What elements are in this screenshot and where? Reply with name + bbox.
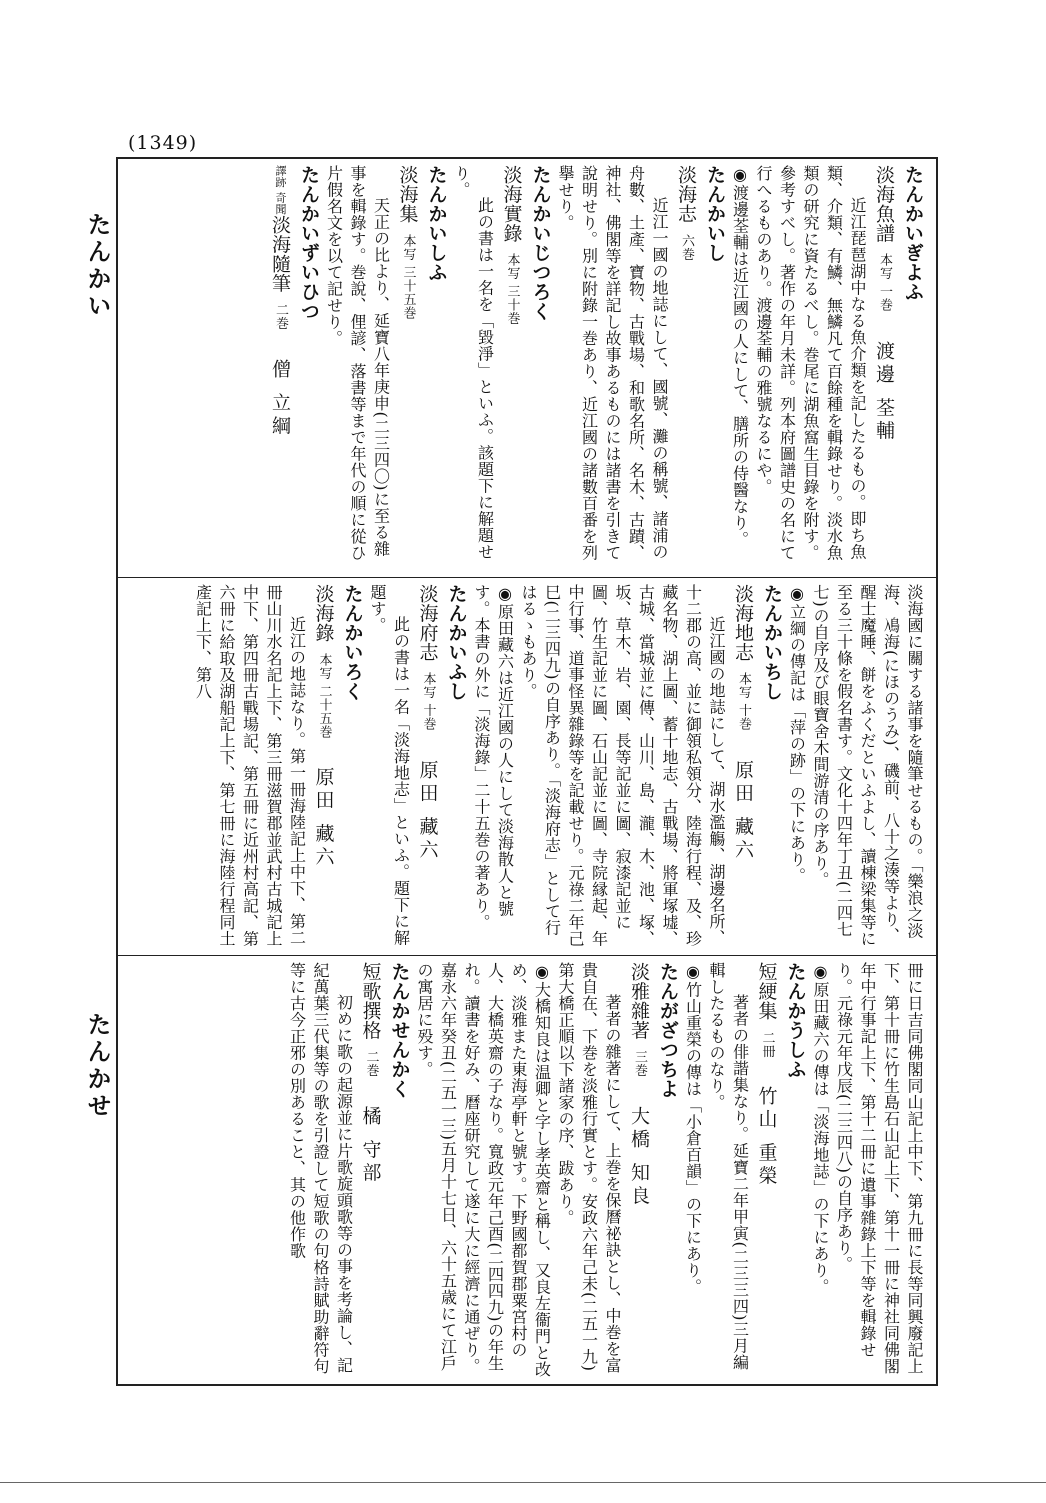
entry-title-line [497,165,527,571]
entry-volumes: 六巻 [679,233,694,261]
entry-title-line [413,584,443,949]
entry-author: 竹山 重榮 [755,1086,778,1189]
entry-description: 近江琵琶湖中なる魚介類を記したるもの。即ち魚類、介類、有鱗、無鱗凡て百餘種を輯錄せり。淡水魚類の研究に資たるべし。巻尾に湖魚窩生目錄を附す。參考すべし。著作の年月未詳。列本府圖譜史の名にて行へるものあり。渡邊荃輔の雅號なるにや。 [754,165,867,561]
entry-volumes: 二巻 [273,303,288,331]
entry-author: 僧 立綱 [269,358,291,438]
entry-volumes: 本写 三十巻 [504,253,520,326]
entry-biographical-note: ◉原田藏六の傳は「淡海地誌」の下にあり。 [811,962,830,1295]
entry-title: 淡海隨筆 [269,215,291,293]
entry-headword: たんかいしふ [425,165,448,282]
section-middle-columns [128,584,926,949]
section-middle [118,578,936,955]
entry-title-line [728,584,758,949]
entry-title-ruby: 譯跡 奇聞 [274,165,287,215]
entry-title: 短歌撰格 [359,962,382,1040]
entry-description: 此の書は一名「淡海地志」といふ。題下に解題す。 [368,584,411,946]
entry-description: 冊に日吉同佛閣同山記上中下、第九冊に長等同興廢記上下、第十冊に竹生島石山記上下、第十一冊に神社同佛閣年中行事記上下、第十二冊に遺事雜錄上下等を輯錄せり。元祿元年戊辰(二三四八)の自序あり。 [834,962,924,1375]
entry-title: 淡海集 [396,165,419,224]
entry-headword: たんかいちし [761,584,783,701]
entry-volumes: 三巻 [632,1050,647,1078]
entry-headword: たんかいふし [445,584,468,701]
entry-description: 近江一國の地誌にして、國號、灘の稱號、諸浦の舟數、土產、寶物、古戰場、和歌名所、名木、古蹟、神社、佛閣等を詳記し故事あるものには諸書を引きて說明せり。別に附錄一巻あり、近江國の諸數百番を列擧せり。 [556,165,669,561]
entry-biographical-note: ◉竹山重榮の傳は「小倉百韻」の下にあり。 [683,962,703,1295]
entry-description: 近江國の地誌にして、湖水濫觴、湖邊名所、十二郡の高、並に御領私領分、陸海行程、及、珍藏名物、湖上圖、蓄十地志、古戰場、將軍塚墟、古城、當城並に傳、山川、島、瀧、木、池、塚、坂、草木、岩、園、長等記並に圖、寂漆記並に圖、竹生記並に圖、石山記並に圖、寺院縁起、年中行事、道事怪異雜錄等を記載せり。元祿二年己巳(二三四九)の自序あり。「淡海府志」として行はるゝもあり。 [519,584,726,947]
entry-volumes: 二冊 [759,1030,775,1058]
entry-volumes: 本写 十巻 [420,672,436,732]
entry-biographical-note: ◉大橋知良は温卿と字し孝英齋と稱し、又良左衞門と改め、淡雅また東海亭軒と號す。下野國都賀郡粟宮村の人、大橋英齋の子なり。寬政元年己酉(二四四九)の年生れ。讀書を好み、曆座研究して遂に大に經濟に通ぜり。嘉永六年癸丑(二五一三)五月十七日、六十五歳にて江戶の寓居に殁す。 [415,962,552,1378]
entry-title: 淡海魚譜 [873,165,895,243]
entry-title-line [671,165,701,571]
entry-author: 原田 藏六 [732,759,754,862]
entry-title: 淡海實錄 [500,165,523,243]
entry-description: 近江の地誌なり。第一冊海陸記上中下、第二冊山川水名記上下、第三冊滋賀郡並武村古城記上中下、第四冊古戰場記、第五冊に近州村高記、第六冊に給取及湖船記上下、第七冊に海陸行程同土產記上下、第八 [193,584,307,947]
section-bottom-columns [128,962,926,1380]
entry-title: 淡海地志 [732,584,754,662]
bottom-rule [0,1482,1046,1483]
entry-volumes: 本写 十巻 [736,672,751,732]
entry-description: 著者の雜著にして、上巻を保曆祕訣とし、中巻を富貴自在、下巻を淡雅行實とす。安政六年己未(二五一九)第大橋正順以下諸家の序、跋あり。 [556,962,622,1374]
entry-biographical-note: ◉原田藏六は近江國の人にして淡海散人と號す。本書の外に「淡海錄」二十五巻の著あり。 [472,584,515,931]
entry-author: 橘 守部 [359,1105,382,1185]
entry-volumes: 本写 一巻 [877,253,892,313]
entry-volumes: 本写 二十五巻 [316,652,332,739]
entry-headword: たんかいじつろく [529,165,552,321]
entry-biographical-note: ◉立綱の傳記は「萍の跡」の下にあり。 [787,584,807,884]
entry-title: 淡海志 [675,165,697,224]
entry-biographical-note: ◉渡邊荃輔は近江國の人にして、膳所の侍醫なり。 [730,165,750,548]
entry-title-line [393,165,423,571]
entry-headword: たんかうしふ [784,962,807,1079]
margin-heading-bottom: たんかせ [83,1012,111,1120]
entry-description: 初めに歌の起源並に片歌旋頭歌等の事を考論し、記紀萬葉三代集等の歌を引證して短歌の句格詩賦助辭符句等に古今正邪の別あること、其の他作歌 [287,962,354,1375]
entry-title-line [752,962,782,1380]
entry-author: 渡邊 荃輔 [873,340,895,443]
entry-title: 淡海府志 [416,584,439,662]
section-top [118,159,936,577]
dictionary-frame [116,157,938,1386]
entry-description: 淡海國に關する諸事を隨筆せるもの。「樂浪之淡海、鳰海(にほのうみ)、磯前、八十之湊等より、醒士魔睡、餅をふくだといふよし、讀棟梁集等に至る三十條を假名書す。文化十四年丁丑(二四七七)の自序及び眼寶舍木間游清の序あり。 [811,584,924,947]
entry-description: 天正の比より、延寶八年庚申(二三四〇)に至る雜事を輯錄す。巻說、俚諺、落書等まで年代の順に從ひ片假名文を以て記せり。 [324,165,391,561]
entry-volumes: 二巻 [363,1050,379,1078]
entry-description: 此の書は一名を「毀淨」といふ。該題下に解題せり。 [452,165,495,560]
entry-headword: たんかいし [704,165,726,263]
entry-author: 原田 藏六 [416,759,439,862]
entry-title: 短綆集 [755,962,778,1021]
entry-description: 著者の俳諧集なり。延寶二年甲寅(二三三四)三月編輯したるものなり。 [707,962,750,1371]
entry-headword: たんがざつちよ [657,962,679,1099]
entry-headword: たんかいろく [341,584,364,701]
entry-title-line [624,962,654,1380]
page-number: (1349) [128,132,198,154]
entry-title-line [309,584,339,949]
entry-headword: たんかいぎよふ [902,165,924,302]
section-top-columns [128,165,926,571]
entry-author: 原田 藏六 [312,767,335,870]
entry-volumes: 本写 三十五巻 [400,233,416,320]
entry-title-line [869,165,899,571]
entry-title: 淡海錄 [312,584,335,643]
entry-headword: たんかせんかく [388,962,411,1099]
entry-headword: たんかいずいひつ [298,165,320,321]
entry-title: 淡雅雜著 [628,962,650,1040]
margin-heading-top: たんかい [83,212,111,320]
section-bottom [118,956,936,1386]
entry-author: 大橋 知良 [628,1105,650,1208]
entry-title-line [356,962,386,1380]
entry-title-line [265,165,295,571]
